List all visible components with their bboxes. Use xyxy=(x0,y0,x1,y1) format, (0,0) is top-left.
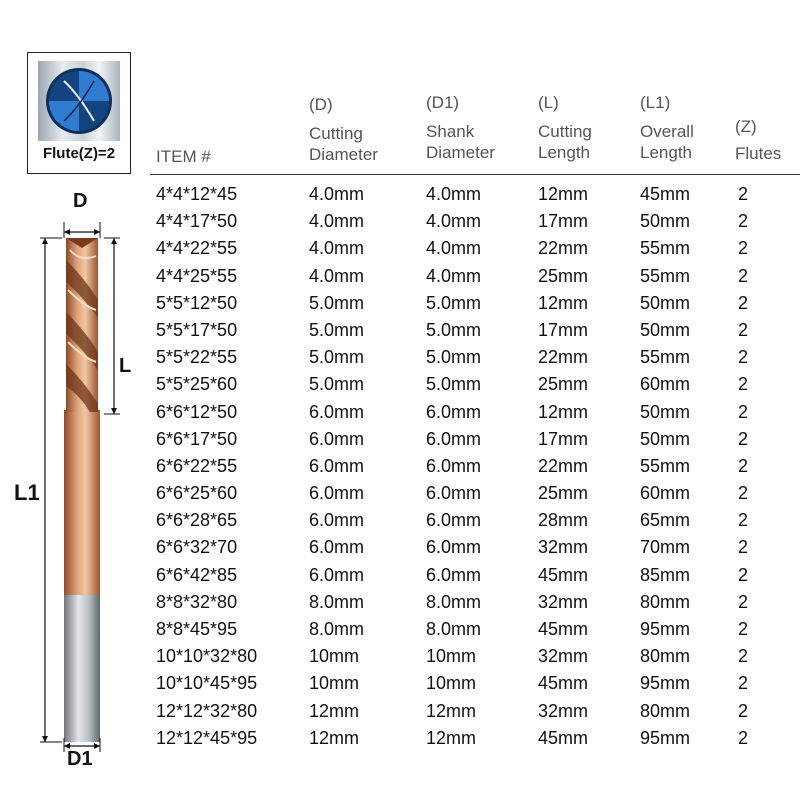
cell-cutting-length: 25mm xyxy=(538,483,589,504)
table-row xyxy=(150,537,800,564)
header-item: ITEM # xyxy=(156,147,211,166)
cell-item-number: 6*6*25*60 xyxy=(156,483,238,504)
table-row xyxy=(150,347,800,374)
cell-shank-diameter: 12mm xyxy=(426,727,477,748)
cell-flutes: 2 xyxy=(738,428,749,449)
cell-flutes: 2 xyxy=(738,510,749,531)
cell-shank-diameter: 6.0mm xyxy=(426,428,482,449)
cell-cutting-length: 12mm xyxy=(538,184,589,204)
cell-cutting-diameter: 12mm xyxy=(309,727,360,748)
cell-flutes: 2 xyxy=(738,347,749,368)
cell-overall-length: 45mm xyxy=(640,184,691,204)
cell-cutting-length: 25mm xyxy=(538,265,589,286)
cell-cutting-length: 17mm xyxy=(538,319,589,340)
cell-overall-length: 70mm xyxy=(640,537,691,558)
cell-shank-diameter: 5.0mm xyxy=(426,319,482,340)
cell-flutes: 2 xyxy=(738,455,749,476)
table-row xyxy=(150,374,800,401)
cell-shank-diameter: 6.0mm xyxy=(426,537,482,558)
table-row xyxy=(150,565,800,592)
cell-cutting-length: 12mm xyxy=(538,292,589,313)
cell-item-number: 10*10*45*95 xyxy=(156,673,258,694)
cell-cutting-length: 45mm xyxy=(538,727,589,748)
cell-cutting-length: 28mm xyxy=(538,510,589,531)
cell-overall-length: 55mm xyxy=(640,238,691,259)
header-cutting-diameter: (D) Cutting Diameter xyxy=(309,95,378,164)
cell-overall-length: 50mm xyxy=(640,211,691,232)
cell-flutes: 2 xyxy=(738,401,749,422)
cell-overall-length: 80mm xyxy=(640,591,691,612)
table-row xyxy=(150,673,800,700)
end-mill-drawing xyxy=(0,190,150,780)
cell-flutes: 2 xyxy=(738,646,749,667)
cell-cutting-length: 45mm xyxy=(538,564,589,585)
table-row xyxy=(150,211,800,238)
cell-item-number: 10*10*32*80 xyxy=(156,646,258,667)
cell-cutting-diameter: 10mm xyxy=(309,646,360,667)
table-row xyxy=(150,184,800,211)
header-shank-diameter: (D1) Shank Diameter xyxy=(426,93,495,162)
flute-end-view-image xyxy=(38,61,120,141)
cell-item-number: 5*5*17*50 xyxy=(156,319,238,340)
cell-flutes: 2 xyxy=(738,619,749,639)
cell-flutes: 2 xyxy=(738,591,749,612)
cell-overall-length: 50mm xyxy=(640,319,691,340)
cell-cutting-diameter: 5.0mm xyxy=(309,347,365,368)
cell-cutting-diameter: 5.0mm xyxy=(309,292,365,313)
cell-flutes: 2 xyxy=(738,727,749,748)
cell-flutes: 2 xyxy=(738,319,749,340)
cell-overall-length: 60mm xyxy=(640,374,691,395)
cell-cutting-length: 32mm xyxy=(538,700,589,721)
cell-item-number: 8*8*32*80 xyxy=(156,591,238,612)
cell-shank-diameter: 5.0mm xyxy=(426,292,482,313)
cell-shank-diameter: 5.0mm xyxy=(426,347,482,368)
cell-item-number: 6*6*17*50 xyxy=(156,428,238,449)
cell-cutting-diameter: 6.0mm xyxy=(309,401,365,422)
cell-overall-length: 50mm xyxy=(640,292,691,313)
table-row xyxy=(150,701,800,728)
cell-overall-length: 95mm xyxy=(640,673,691,694)
cell-overall-length: 55mm xyxy=(640,455,691,476)
table-row xyxy=(150,293,800,320)
cell-overall-length: 50mm xyxy=(640,428,691,449)
cell-item-number: 4*4*12*45 xyxy=(156,184,238,204)
cell-flutes: 2 xyxy=(738,265,749,286)
cell-shank-diameter: 6.0mm xyxy=(426,401,482,422)
flute-count-label: Flute(Z)=2 xyxy=(42,145,116,162)
cell-shank-diameter: 4.0mm xyxy=(426,238,482,259)
cell-overall-length: 55mm xyxy=(640,347,691,368)
cell-overall-length: 80mm xyxy=(640,700,691,721)
cell-overall-length: 65mm xyxy=(640,510,691,531)
table-row xyxy=(150,429,800,456)
cell-shank-diameter: 4.0mm xyxy=(426,265,482,286)
cell-flutes: 2 xyxy=(738,211,749,232)
cell-flutes: 2 xyxy=(738,184,749,204)
cell-cutting-diameter: 12mm xyxy=(309,700,360,721)
cell-cutting-diameter: 5.0mm xyxy=(309,319,365,340)
cell-cutting-length: 45mm xyxy=(538,673,589,694)
table-row xyxy=(150,456,800,483)
cell-shank-diameter: 6.0mm xyxy=(426,564,482,585)
cell-overall-length: 85mm xyxy=(640,564,691,585)
cell-cutting-length: 17mm xyxy=(538,211,589,232)
cell-cutting-diameter: 4.0mm xyxy=(309,184,365,204)
table-body xyxy=(150,184,800,755)
cell-overall-length: 95mm xyxy=(640,619,691,639)
table-row xyxy=(150,266,800,293)
table-row xyxy=(150,402,800,429)
table-row xyxy=(150,483,800,510)
cell-cutting-diameter: 6.0mm xyxy=(309,564,365,585)
cell-cutting-diameter: 4.0mm xyxy=(309,211,365,232)
cell-shank-diameter: 6.0mm xyxy=(426,510,482,531)
spec-table xyxy=(150,86,800,755)
cell-item-number: 6*6*42*85 xyxy=(156,564,238,585)
dimension-label-d: D xyxy=(73,190,88,212)
cell-cutting-diameter: 8.0mm xyxy=(309,591,365,612)
cell-overall-length: 55mm xyxy=(640,265,691,286)
table-row xyxy=(150,510,800,537)
table-row xyxy=(150,646,800,673)
cell-flutes: 2 xyxy=(738,238,749,259)
cell-cutting-diameter: 4.0mm xyxy=(309,265,365,286)
cell-shank-diameter: 6.0mm xyxy=(426,483,482,504)
header-cutting-length: (L) Cutting Length xyxy=(538,93,592,162)
cell-cutting-length: 22mm xyxy=(538,347,589,368)
dimension-label-d1: D1 xyxy=(67,748,93,770)
cell-item-number: 6*6*28*65 xyxy=(156,510,238,531)
cell-item-number: 5*5*22*55 xyxy=(156,347,238,368)
table-row xyxy=(150,619,800,646)
cell-item-number: 4*4*17*50 xyxy=(156,211,238,232)
cell-cutting-diameter: 6.0mm xyxy=(309,428,365,449)
cell-shank-diameter: 5.0mm xyxy=(426,374,482,395)
header-overall-length: (L1) Overall Length xyxy=(640,93,694,162)
cell-overall-length: 60mm xyxy=(640,483,691,504)
cell-cutting-diameter: 5.0mm xyxy=(309,374,365,395)
table-row xyxy=(150,238,800,265)
cell-cutting-length: 22mm xyxy=(538,238,589,259)
table-row xyxy=(150,728,800,755)
cell-cutting-diameter: 10mm xyxy=(309,673,360,694)
header-flutes: (Z) Flutes xyxy=(735,117,782,163)
cell-cutting-length: 17mm xyxy=(538,428,589,449)
cell-cutting-length: 32mm xyxy=(538,591,589,612)
dimension-label-l1: L1 xyxy=(14,480,40,505)
cell-shank-diameter: 6.0mm xyxy=(426,455,482,476)
cell-flutes: 2 xyxy=(738,292,749,313)
table-row xyxy=(150,320,800,347)
cell-flutes: 2 xyxy=(738,537,749,558)
flute-view-box xyxy=(27,52,131,174)
cell-shank-diameter: 10mm xyxy=(426,673,477,694)
table-header xyxy=(150,86,800,175)
cell-cutting-diameter: 8.0mm xyxy=(309,619,365,639)
cell-item-number: 6*6*22*55 xyxy=(156,455,238,476)
cell-item-number: 5*5*12*50 xyxy=(156,292,238,313)
cell-cutting-length: 25mm xyxy=(538,374,589,395)
cell-flutes: 2 xyxy=(738,564,749,585)
cell-flutes: 2 xyxy=(738,374,749,395)
cell-cutting-length: 32mm xyxy=(538,537,589,558)
cell-item-number: 6*6*12*50 xyxy=(156,401,238,422)
cell-cutting-diameter: 4.0mm xyxy=(309,238,365,259)
table-row xyxy=(150,592,800,619)
cell-flutes: 2 xyxy=(738,700,749,721)
cell-cutting-length: 22mm xyxy=(538,455,589,476)
cell-item-number: 4*4*22*55 xyxy=(156,238,238,259)
cell-item-number: 6*6*32*70 xyxy=(156,537,238,558)
cell-flutes: 2 xyxy=(738,673,749,694)
cell-cutting-length: 32mm xyxy=(538,646,589,667)
cell-item-number: 5*5*25*60 xyxy=(156,374,238,395)
cell-shank-diameter: 4.0mm xyxy=(426,184,482,204)
cell-flutes: 2 xyxy=(738,483,749,504)
cell-item-number: 12*12*32*80 xyxy=(156,700,258,721)
cell-shank-diameter: 12mm xyxy=(426,700,477,721)
cell-overall-length: 95mm xyxy=(640,727,691,748)
cell-cutting-length: 45mm xyxy=(538,619,589,639)
cell-shank-diameter: 10mm xyxy=(426,646,477,667)
cell-shank-diameter: 4.0mm xyxy=(426,211,482,232)
cell-item-number: 8*8*45*95 xyxy=(156,619,238,639)
dimension-label-l: L xyxy=(119,355,132,377)
cell-item-number: 4*4*25*55 xyxy=(156,265,238,286)
cell-cutting-diameter: 6.0mm xyxy=(309,510,365,531)
cell-shank-diameter: 8.0mm xyxy=(426,591,482,612)
cell-shank-diameter: 8.0mm xyxy=(426,619,482,639)
cell-item-number: 12*12*45*95 xyxy=(156,727,258,748)
cell-cutting-length: 12mm xyxy=(538,401,589,422)
cell-cutting-diameter: 6.0mm xyxy=(309,455,365,476)
cell-cutting-diameter: 6.0mm xyxy=(309,483,365,504)
cell-overall-length: 50mm xyxy=(640,401,691,422)
cell-overall-length: 80mm xyxy=(640,646,691,667)
cell-cutting-diameter: 6.0mm xyxy=(309,537,365,558)
